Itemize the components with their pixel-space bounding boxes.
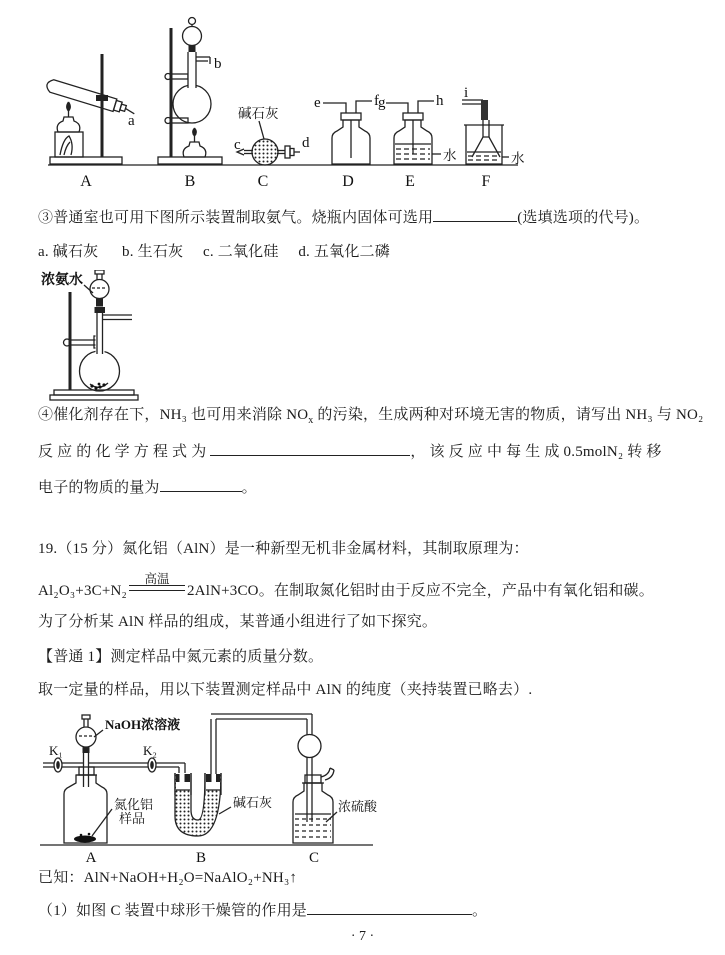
inverted-funnel xyxy=(472,137,500,157)
round-flask xyxy=(173,85,211,123)
reaction-condition xyxy=(129,572,185,591)
test-tube xyxy=(45,78,137,117)
valve-k1-label: K₁ xyxy=(49,743,63,758)
reaction-condition-text: 高温 xyxy=(144,572,170,586)
port-h-label: h xyxy=(436,93,444,109)
figure-ammonia-generator xyxy=(38,270,208,406)
soda-lime-bulb xyxy=(252,139,278,165)
valve-k2-label: K₂ xyxy=(143,743,157,758)
text-run: 电子的物质的量为 xyxy=(38,480,160,496)
port-f-label: f xyxy=(374,93,379,109)
para-task1-title xyxy=(38,647,323,667)
flame xyxy=(193,128,197,136)
para-task1-desc xyxy=(38,680,532,700)
subscript-text: x xyxy=(308,415,314,426)
apparatus-label-C: C xyxy=(257,173,269,190)
water-label-e: 水 xyxy=(443,148,457,163)
apparatus-b-u-tube xyxy=(175,714,312,836)
text-run: 。 xyxy=(472,903,488,919)
port-i-label: i xyxy=(464,85,469,101)
leader-line xyxy=(84,285,93,293)
port-g-label: g xyxy=(378,95,386,111)
stopcock xyxy=(96,299,103,307)
flame xyxy=(67,102,71,111)
para-q19-purpose xyxy=(38,612,437,632)
naoh-label: NaOH浓溶液 xyxy=(105,717,181,732)
text-run: 【普通 1】测定样品中氮元素的质量分数。 xyxy=(38,649,324,665)
apparatus-label-C: C xyxy=(308,850,320,866)
dropping-funnel xyxy=(183,27,202,46)
text-run: 为了分析某 AlN 样品的组成，某普通小组进行了如下探究。 xyxy=(38,614,438,630)
text-run: 19.（15 分）氮化铝（AlN）是一种新型无机非金属材料，其制取原理为： xyxy=(38,541,529,557)
apparatus-label-B: B xyxy=(184,173,196,190)
apparatus-label-D: D xyxy=(342,173,354,190)
text-run: 。 xyxy=(241,480,257,496)
page-number: · 7 · xyxy=(350,929,375,944)
para-known-equation xyxy=(38,868,297,888)
apparatus-label-F: F xyxy=(481,173,491,190)
blank-answer-line xyxy=(307,899,472,915)
aln-sample xyxy=(74,836,96,843)
leader-line xyxy=(92,809,112,836)
para-q18-part4-line2 xyxy=(38,440,662,462)
text-run: a. 碱石灰 b. 生石灰 c. 二氧化硅 d. 五氧化二磷 xyxy=(38,244,390,260)
apparatus-d-gas-bottle xyxy=(323,101,372,164)
apparatus-label-A: A xyxy=(85,850,97,866)
water-label-f: 水 xyxy=(511,151,525,166)
apparatus-e-water-bottle xyxy=(386,101,441,164)
port-b-label: b xyxy=(214,56,222,72)
sulfuric-acid-label: 浓硫酸 xyxy=(338,799,378,814)
spherical-drying-tube xyxy=(298,735,321,758)
sample-label-1: 氮化铝 xyxy=(114,797,154,812)
text-run: ， 该 反 应 中 每 生 成 0.5molN₂ 转 移 xyxy=(410,444,662,460)
para-q19-equation xyxy=(38,572,654,601)
reagent-label: 浓氨水 xyxy=(41,273,83,288)
figure-aln-apparatus xyxy=(35,710,395,868)
solid-sample xyxy=(90,383,105,390)
port-e-label: e xyxy=(314,95,321,111)
text-run: （1）如图 C 装置中球形干燥管的作用是 xyxy=(38,903,308,919)
sample-label-2: 样品 xyxy=(119,811,146,826)
para-sub-question-1 xyxy=(38,899,487,921)
text-run: 已知：AlN+NaOH+H₂O=NaAlO₂+NH₃↑ xyxy=(38,870,298,886)
text-run: 取一定量的样品，用以下装置测定样品中 AlN 的纯度（夹持装置已略去）. xyxy=(38,682,533,698)
stopcock xyxy=(83,747,90,753)
apparatus-f-beaker-funnel xyxy=(462,100,509,164)
text-run: Al₂O₃+3C+N₂ xyxy=(38,583,127,599)
text-run: 2AlN+3CO。在制取氮化铝时由于反应不完全，产品中有氧化铝和碳。 xyxy=(186,583,654,599)
text-run: 的污染，生成两种对环境无害的物质，请写出 NH₃ 与 NO₂ xyxy=(313,407,704,423)
apparatus-a-sample-bottle xyxy=(43,715,185,843)
apparatus-a-test-tube-setup xyxy=(45,54,137,164)
apparatus-b-flask-setup xyxy=(158,18,222,165)
text-run: ③普通室也可用下图所示装置制取氨气。烧瓶内固体可选用 xyxy=(38,210,434,226)
soda-lime-label: 碱石灰 xyxy=(233,795,273,810)
para-q18-part4-line3 xyxy=(38,476,257,498)
text-run: (选填选项的代号)。 xyxy=(517,210,650,226)
apparatus-label-B: B xyxy=(195,850,207,866)
clamp xyxy=(96,95,108,101)
blank-answer-line xyxy=(160,476,242,492)
para-q19-intro xyxy=(38,539,529,559)
dropping-funnel xyxy=(76,727,96,747)
apparatus-c-drying-bulb xyxy=(237,121,300,165)
alcohol-lamp xyxy=(57,117,80,132)
figure-top-apparatus xyxy=(38,8,528,192)
blank-answer-line xyxy=(433,206,517,222)
port-d-label: d xyxy=(302,135,310,151)
apparatus-label-A: A xyxy=(80,173,92,190)
port-a-label: a xyxy=(128,113,135,129)
leader-line xyxy=(219,807,231,814)
soda-lime-label: 碱石灰 xyxy=(238,106,279,121)
blank-answer-line xyxy=(210,440,410,456)
text-run: 反 应 的 化 学 方 程 式 为 xyxy=(38,444,211,460)
para-q18-part3 xyxy=(38,206,649,228)
alcohol-lamp xyxy=(183,142,206,157)
para-q18-part4-line1 xyxy=(38,405,703,431)
port-c-label: c xyxy=(234,137,241,153)
para-q18-options xyxy=(38,242,390,262)
text-run: ④催化剂存在下，NH₃ 也可用来消除 NO xyxy=(38,407,309,423)
apparatus-label-E: E xyxy=(405,173,415,190)
apparatus-c-drying-ball-bottle xyxy=(293,735,337,844)
dropping-funnel xyxy=(90,280,109,299)
